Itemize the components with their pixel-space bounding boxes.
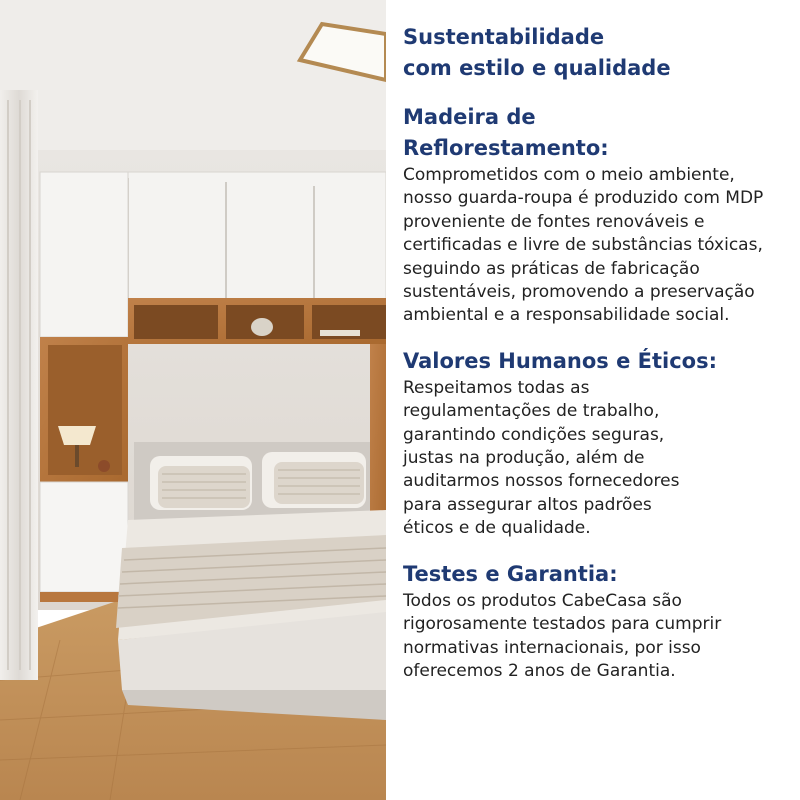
left-lower-cabinet (40, 482, 128, 592)
section-body: Comprometidos com o meio ambiente, nosso guarda-roupa é produzido com MDP proveniente de fontes renováveis e certificadas e livre de substâncias tóxicas, seguindo as práticas de fabricação sustentáveis, promovendo a preservação ambiental e a responsabilidade social. (403, 165, 764, 326)
section-body: Todos os produtos CabeCasa são rigorosamente testados para cumprir normativas internacionais, por isso oferecemos 2 anos de Garantia. (403, 590, 722, 681)
section-title: Testes e Garantia: (403, 561, 618, 586)
shelf-decor (251, 318, 273, 336)
bedroom-illustration (0, 0, 386, 800)
left-wardrobe-door (40, 172, 128, 337)
section-title: Madeira de Reflorestamento: (403, 105, 609, 160)
hero-line-2: com estilo e qualidade (403, 56, 671, 80)
hero-heading (403, 22, 788, 84)
section-human-values (403, 346, 788, 541)
section-reforestation (403, 102, 788, 328)
section-body: Respeitamos todas as regulamentações de trabalho, garantindo condições seguras, justas na produção, além de auditarmos nossos fornecedores para assegurar altos padrões éticos e de qualidade. (403, 377, 680, 539)
section-tests-warranty (403, 559, 788, 684)
bedroom-photo (0, 0, 386, 800)
hero-line-1: Sustentabilidade (403, 25, 605, 49)
text-column (403, 22, 788, 701)
lamp (58, 426, 96, 445)
section-title: Valores Humanos e Éticos: (403, 348, 717, 373)
